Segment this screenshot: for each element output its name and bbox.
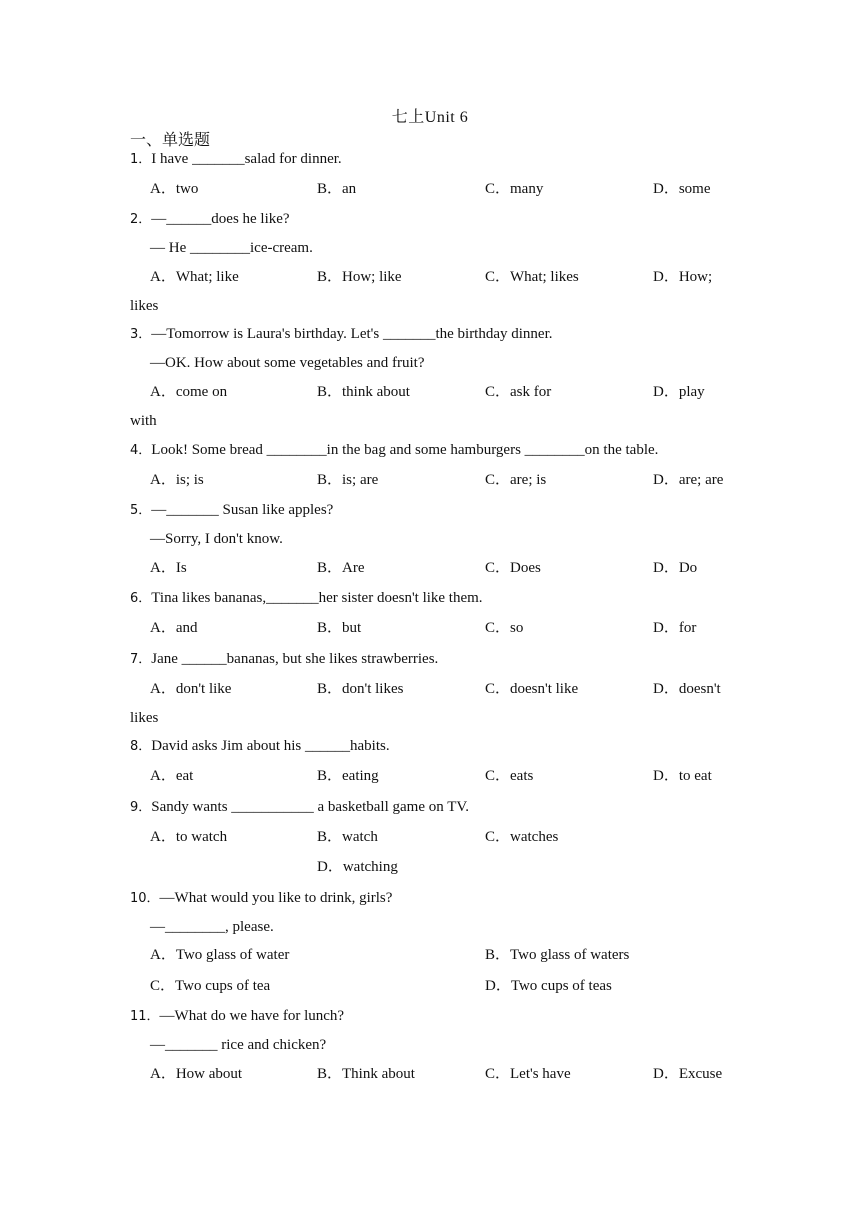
section-heading: 一、单选题 [130,130,211,149]
option-text: think about [342,384,410,400]
option-text: Does [510,560,541,576]
answer-option [653,766,712,786]
answer-option [653,1064,722,1084]
option-letter: B． [317,560,343,576]
option-letter: B． [317,269,343,285]
option-letter: C． [485,829,511,845]
answer-option [150,558,187,578]
option-text: many [510,181,544,197]
option-letter: D． [317,859,343,875]
answer-option [485,827,558,847]
option-letter: A． [150,181,176,197]
option-text: is; are [342,472,379,488]
answer-option [485,179,543,199]
answer-option [150,1064,242,1084]
option-text: and [175,620,198,636]
option-letter: C． [485,620,511,636]
option-text: two [175,181,199,197]
answer-option [485,470,546,490]
option-letter: D． [653,681,679,697]
option-letter: A． [150,1066,176,1082]
question-stem [130,209,290,230]
option-letter: D． [653,620,679,636]
answer-option [317,267,402,287]
question-stem [130,440,658,461]
question-number: 9． [130,800,152,815]
option-text: watching [342,859,398,875]
question-stem [130,797,469,818]
option-text: Think about [342,1066,415,1082]
question-text: Tina likes bananas,_______her sister doesn't like them. [151,590,483,606]
option-letter: D． [653,472,679,488]
question-stem [130,888,392,909]
option-letter: B． [317,829,343,845]
question-line [150,529,283,549]
question-text: —_______ Susan like apples? [151,502,334,518]
option-letter: C． [485,1066,511,1082]
answer-option [653,618,696,638]
question-text: —What do we have for lunch? [159,1008,345,1024]
answer-option [317,470,378,490]
question-line [150,238,313,258]
answer-option [317,179,356,199]
question-text: —________, please. [150,919,274,935]
option-text: to eat [678,768,712,784]
question-text: —______does he like? [151,211,290,227]
answer-option [317,1064,415,1084]
question-number: 4． [130,443,152,458]
answer-option [653,382,705,402]
question-stem [130,588,483,609]
option-text: is; is [175,472,204,488]
question-stem [130,149,342,170]
answer-option [317,558,365,578]
option-letter: A． [150,620,176,636]
question-text: —OK. How about some vegetables and fruit? [150,355,425,371]
option-text: ask for [510,384,552,400]
option-letter: C． [485,269,511,285]
option-text: Two cups of teas [510,978,612,994]
answer-option [150,618,198,638]
question-text: —Sorry, I don't know. [150,531,283,547]
answer-option [150,179,198,199]
option-text: What; like [175,269,239,285]
answer-option [150,945,289,965]
option-text: Excuse [678,1066,723,1082]
option-letter: D． [653,269,679,285]
question-number: 11． [130,1009,160,1024]
option-text: an [342,181,357,197]
option-text: are; are [678,472,724,488]
option-text: How; like [342,269,402,285]
question-text: —_______ rice and chicken? [150,1037,327,1053]
question-line [150,917,274,937]
answer-option [485,945,629,965]
option-letter: B． [317,472,343,488]
answer-option [485,976,612,996]
option-letter: A． [150,384,176,400]
option-text: Is [175,560,187,576]
answer-option [150,766,193,786]
option-letter: B． [317,181,343,197]
question-number: 2． [130,212,152,227]
option-letter: C． [485,384,511,400]
question-number: 1． [130,152,152,167]
answer-option [150,827,227,847]
option-text: eats [510,768,534,784]
question-text: Jane ______bananas, but she likes strawberries. [151,651,439,667]
question-stem [130,1006,344,1027]
option-letter: D． [653,560,679,576]
option-wrap-text [130,708,158,728]
question-text: David asks Jim about his ______habits. [151,738,390,754]
option-text: but [342,620,362,636]
option-letter: C． [485,472,511,488]
option-wrap-text [130,411,157,431]
answer-option [150,267,239,287]
page-title: 七上Unit 6 [391,109,469,126]
option-letter: C． [485,681,511,697]
answer-option [485,382,551,402]
question-text: I have _______salad for dinner. [151,151,342,167]
option-text: doesn't [678,681,721,697]
option-text: Are [342,560,365,576]
answer-option [317,618,361,638]
option-continuation: likes [130,298,159,314]
option-letter: C． [485,560,511,576]
option-letter: A． [150,560,176,576]
option-wrap-text [130,296,158,316]
option-letter: B． [317,1066,343,1082]
question-text: —Tomorrow is Laura's birthday. Let's _______the birthday dinner. [151,326,553,342]
option-text: Two glass of waters [510,947,630,963]
question-number: 3． [130,327,152,342]
option-letter: A． [150,269,176,285]
question-number: 5． [130,503,152,518]
question-stem [130,736,390,757]
question-text: — He ________ice-cream. [150,240,313,256]
option-text: What; likes [510,269,579,285]
question-line [150,353,425,373]
option-letter: B． [317,768,343,784]
option-text: eat [175,768,194,784]
option-text: How about [175,1066,243,1082]
option-letter: B． [317,384,343,400]
answer-option [485,618,523,638]
answer-option [150,976,270,996]
option-letter: A． [150,947,176,963]
answer-option [150,470,204,490]
question-text: Sandy wants ___________ a basketball game on TV. [151,799,470,815]
question-stem [130,500,333,521]
option-text: for [678,620,697,636]
answer-option [317,857,398,877]
answer-option [317,382,410,402]
question-stem [130,649,438,670]
answer-option [317,827,378,847]
question-number: 10． [130,891,160,906]
option-text: so [510,620,524,636]
answer-option [317,679,403,699]
answer-option [653,267,712,287]
option-letter: D． [653,1066,679,1082]
option-text: Two glass of water [175,947,290,963]
option-letter: B． [317,620,343,636]
answer-option [653,470,723,490]
option-continuation: with [130,413,157,429]
option-continuation: likes [130,710,159,726]
option-text: watch [342,829,378,845]
option-letter: D． [653,384,679,400]
option-text: Do [678,560,698,576]
option-letter: B． [317,681,343,697]
option-letter: D． [485,978,511,994]
option-text: Two cups of tea [175,978,271,994]
question-text: Look! Some bread ________in the bag and some hamburgers ________on the table. [151,442,659,458]
option-text: play [678,384,705,400]
option-letter: A． [150,472,176,488]
answer-option [485,679,578,699]
option-text: watches [510,829,559,845]
option-text: doesn't like [510,681,579,697]
option-letter: A． [150,768,176,784]
answer-option [485,766,533,786]
answer-option [317,766,379,786]
option-text: don't likes [342,681,404,697]
answer-option [485,267,579,287]
option-letter: A． [150,829,176,845]
option-letter: C． [485,768,511,784]
question-line [150,1035,326,1055]
option-text: don't like [175,681,232,697]
question-number: 8． [130,739,152,754]
option-text: Let's have [510,1066,571,1082]
answer-option [485,558,541,578]
option-text: to watch [175,829,228,845]
option-letter: A． [150,681,176,697]
answer-option [653,558,697,578]
question-text: —What would you like to drink, girls? [159,890,393,906]
option-letter: D． [653,768,679,784]
option-text: eating [342,768,379,784]
option-letter: C． [150,978,176,994]
answer-option [150,382,227,402]
question-number: 7． [130,652,152,667]
option-text: some [678,181,711,197]
option-text: How; [678,269,713,285]
option-text: are; is [510,472,547,488]
question-stem [130,324,553,345]
option-letter: B． [485,947,511,963]
option-text: come on [175,384,228,400]
answer-option [653,179,711,199]
answer-option [653,679,721,699]
answer-option [150,679,231,699]
answer-option [485,1064,571,1084]
option-letter: C． [485,181,511,197]
question-number: 6． [130,591,152,606]
option-letter: D． [653,181,679,197]
